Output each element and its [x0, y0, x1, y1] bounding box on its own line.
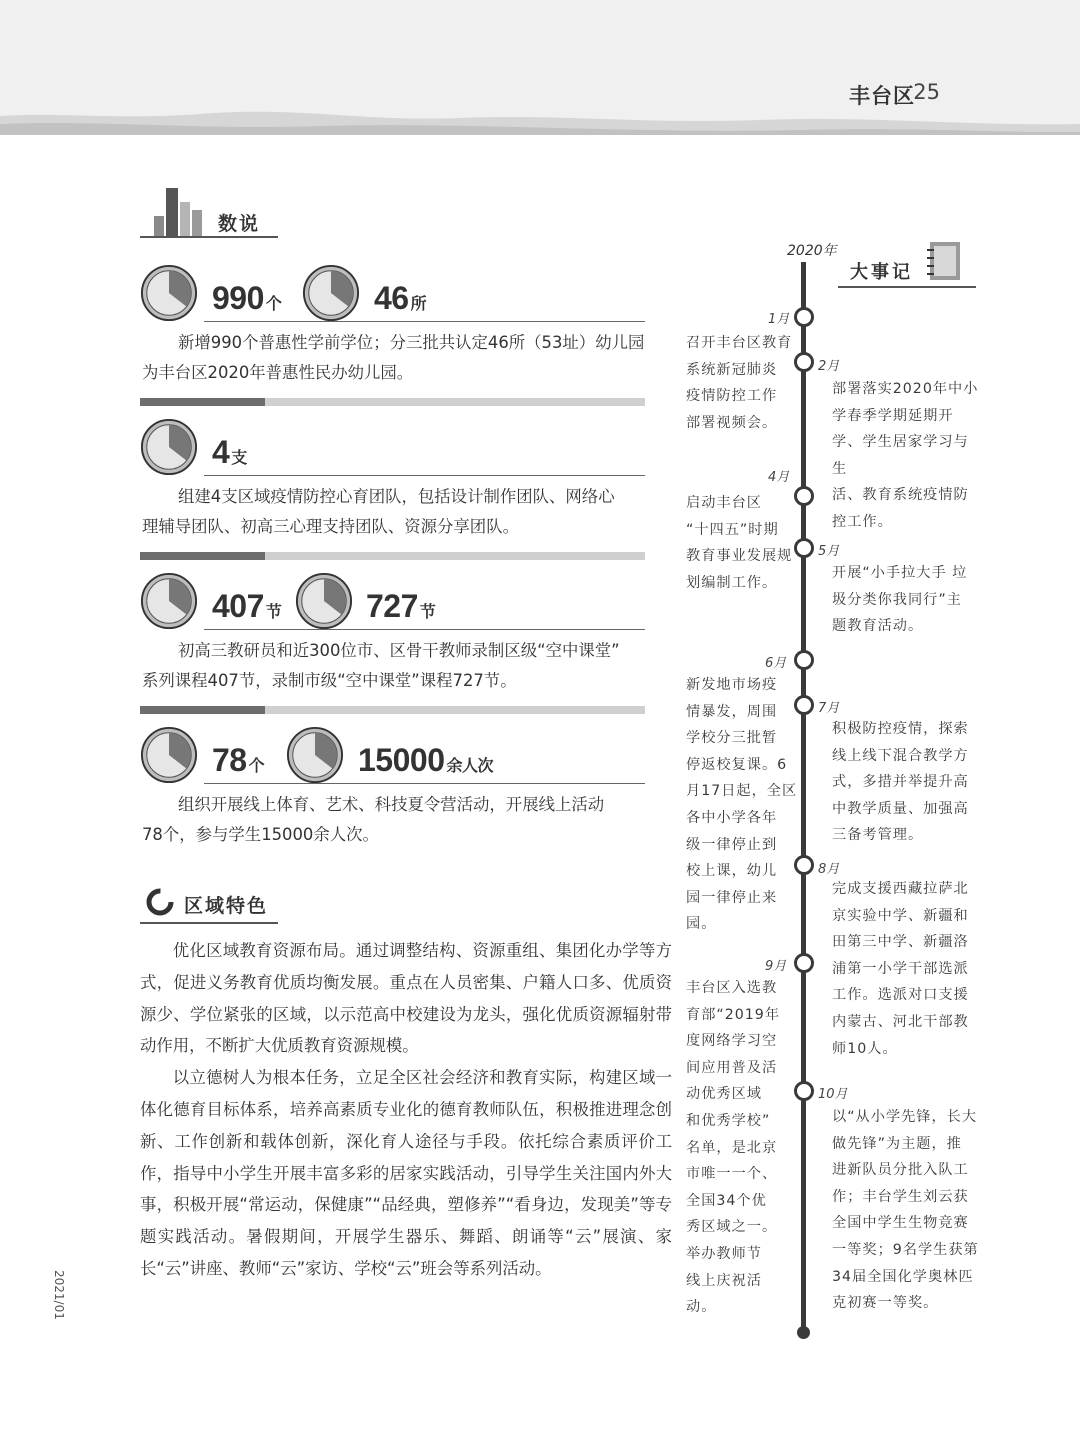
body-paragraph: 优化区域教育资源布局。通过调整结构、资源重组、集团化办学等方式，促进义务教育优质均衡发展。重点在人员密集、户籍人口多、优质资源少、学位紧张的区域，以示范高中校建设为龙头，强化优质资源辐射带动作用，不断扩大优质教育资源规模。: [140, 941, 672, 1056]
ring-icon: [146, 888, 174, 916]
timeline-month: 10月: [818, 1087, 848, 1102]
feature-body: [140, 935, 672, 1285]
pie-icon: [295, 572, 353, 630]
stat-number: 4 支: [212, 434, 247, 470]
timeline-node: [794, 307, 814, 327]
timeline-event: 启动丰台区 “十四五”时期 教育事业发展规 划编制工作。: [686, 495, 793, 591]
timeline-month: 2月: [818, 359, 840, 374]
stat-number: 46 所: [374, 280, 427, 316]
stat-number: 15000 余人次: [358, 742, 493, 778]
timeline-node: [794, 650, 814, 670]
divider: [838, 286, 976, 288]
timeline-node: [794, 953, 814, 973]
body-paragraph: 以立德树人为根本任务，立足全区社会经济和教育实际，构建区域一体化德育目标体系，培养高素质专业化的德育教师队伍，积极推进理念创新、工作创新和载体创新，深化育人途径与手段。依托综合素质评价工作，指导中小学生开展丰富多彩的居家实践活动，引导学生关注国内外大事，积极开展“常运动，保健康”“品经典，塑修养”“看身边，发现美”等专题实践活动。暑假期间，开展学生器乐、舞蹈、朗诵等“云”展演、家长“云”讲座、教师“云”家访、学校“云”班会等系列活动。: [140, 1068, 672, 1278]
stat-description: 组建4支区域疫情防控心育团队，包括设计制作团队、网络心 理辅导团队、初高三心理支持团队、资源分享团队。: [142, 487, 615, 536]
pie-icon: [140, 418, 198, 476]
section-bar: [140, 552, 645, 560]
timeline-event: 新发地市场疫 情暴发，周围 学校分三批暂 停返校复课。6 月17日起，全区 各中小学各年 级一律停止到 校上课，幼儿 园一律停止来 园。: [686, 677, 798, 933]
divider: [204, 321, 645, 322]
notebook-icon: [924, 240, 964, 282]
timeline-end-dot: [797, 1326, 810, 1339]
data-section-heading: [140, 188, 280, 240]
timeline-month: 8月: [818, 862, 840, 877]
divider: [204, 475, 645, 476]
timeline-year: 2020年: [787, 243, 837, 259]
divider: [140, 236, 278, 238]
data-section-title: 数说: [218, 213, 261, 235]
timeline-month: 9月: [765, 959, 787, 974]
timeline-event: 以“从小学先锋，长大 做先锋”为主题，推 进新队员分批入队工 作；丰台学生刘云获 全国中学生生物竞赛 一等奖；9名学生获第 34届全国化学奥林匹 克初赛一等奖。: [832, 1109, 979, 1312]
timeline-title: 大事记: [850, 262, 913, 283]
divider: [140, 922, 278, 924]
pie-icon: [140, 264, 198, 322]
timeline-month: 7月: [818, 701, 840, 716]
stat-description: 组织开展线上体育、艺术、科技夏令营活动，开展线上活动 78个，参与学生15000余人次。: [142, 795, 605, 844]
bar-chart-icon: [154, 188, 212, 236]
page-number: 25: [913, 80, 940, 104]
divider: [204, 783, 645, 784]
page-header: [0, 0, 1080, 135]
issue-date: 2021/01: [52, 1270, 66, 1320]
section-bar: [140, 706, 645, 714]
timeline-event: 召开丰台区教育 系统新冠肺炎 疫情防控工作 部署视频会。: [686, 335, 793, 431]
stat-number: 407 节: [212, 588, 282, 624]
timeline-event: 完成支援西藏拉萨北 京实验中学、新疆和 田第三中学、新疆洛 浦第一小学干部选派 工作。选派对口支援 内蒙古、河北干部教 师10人。: [832, 881, 969, 1057]
timeline-event: 部署落实2020年中小 学春季学期延期开 学、学生居家学习与生 活、教育系统疫情防 控工作。: [832, 381, 979, 530]
pie-icon: [302, 264, 360, 322]
stat-number: 727 节: [366, 588, 436, 624]
feature-section-heading: [140, 884, 280, 924]
pie-icon: [140, 726, 198, 784]
stat-description: 初高三教研员和近300位市、区骨干教师录制区级“空中课堂” 系列课程407节，录制市级“空中课堂”课程727节。: [142, 641, 620, 690]
header-district: 丰台区: [849, 84, 915, 108]
timeline-month: 6月: [765, 656, 787, 671]
pie-icon: [140, 572, 198, 630]
timeline-axis: [801, 262, 806, 1335]
timeline-event: 丰台区入选教 育部“2019年 度网络学习空 间应用普及活 动优秀区域 和优秀学校” 名单，是北京 市唯一一个、 全国34个优 秀区域之一。 举办教师节 线上庆祝活 动。: [686, 980, 781, 1316]
timeline-month: 4月: [768, 470, 790, 485]
stat-number: 990 个: [212, 280, 282, 316]
section-bar: [140, 398, 645, 406]
stat-description: 新增990个普惠性学前学位；分三批共认定46所（53址）幼儿园 为丰台区2020年普惠性民办幼儿园。: [142, 333, 645, 382]
divider: [204, 629, 645, 630]
mountain-banner: [0, 0, 1080, 135]
timeline-month: 5月: [818, 544, 840, 559]
timeline-month: 1月: [768, 312, 790, 327]
pie-icon: [286, 726, 344, 784]
stat-number: 78 个: [212, 742, 265, 778]
feature-section-title: 区域特色: [184, 895, 269, 917]
timeline-event: 开展“小手拉大手 垃 圾分类你我同行”主 题教育活动。: [832, 565, 968, 635]
timeline-event: 积极防控疫情，探索 线上线下混合教学方 式，多措并举提升高 中教学质量、加强高 三备考管理。: [832, 721, 969, 844]
